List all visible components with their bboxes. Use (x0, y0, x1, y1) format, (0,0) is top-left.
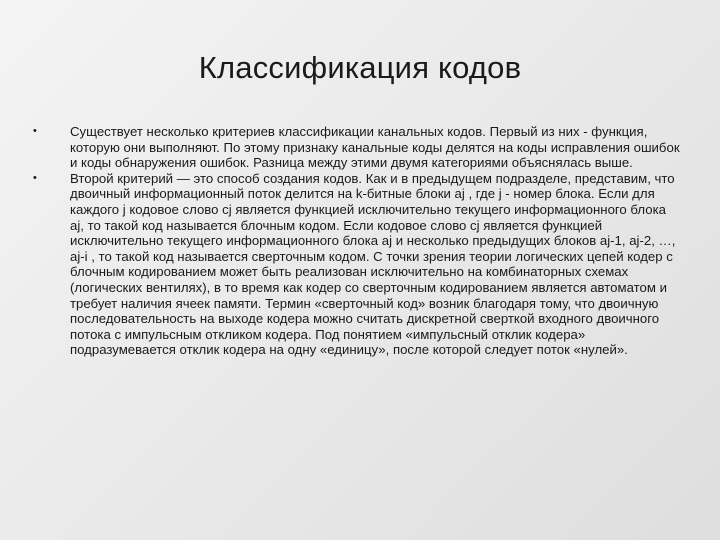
bullet-text: Второй критерий — это способ создания кодов. Как и в предыдущем подразделе, представим, что двоичный информационный поток делится на k-битные блоки aj , где j - номер блока. Если для каждого j кодовое слово cj является функцией исключительно текущего информационного блока aj, то такой код называется блочным кодом. Если кодовое слово cj является функцией исключительно текущего информационного блока aj и несколько предыдущих блоков aj-1, aj-2, …, aj-i , то такой код называется сверточным кодом. С точки зрения теории логических цепей кодер с блочным кодированием может быть реализован исключительно на комбинаторных схемах (логических вентилях), в то время как кодер со сверточным кодированием является автоматом и требует наличия ячеек памяти. Термин «сверточный код» возник благодаря тому, что двоичную последовательность на выходе кодера можно считать дискретной сверткой входного двоичного потока с импульсным откликом кодера. Под понятием «импульсный отклик кодера» подразумевается отклик кодера на одну «единицу», после которой следует поток «нулей». (70, 170, 676, 358)
bullet-item-criteria-method (30, 171, 680, 358)
bullet-item-criteria-function (30, 124, 680, 171)
slide-title: Классификация кодов (198, 50, 522, 85)
bullet-list (30, 124, 680, 358)
bullet-dot-icon: • (33, 171, 37, 184)
bullet-dot-icon: • (33, 125, 37, 137)
bullet-text: Существует несколько критериев классификации канальных кодов. Первый из них - функция, которую они выполняют. По этому признаку канальные коды делятся на коды исправления ошибок и коды обнаружения ошибок. Разница между этими двумя категориями объяснялась выше. (70, 124, 680, 171)
